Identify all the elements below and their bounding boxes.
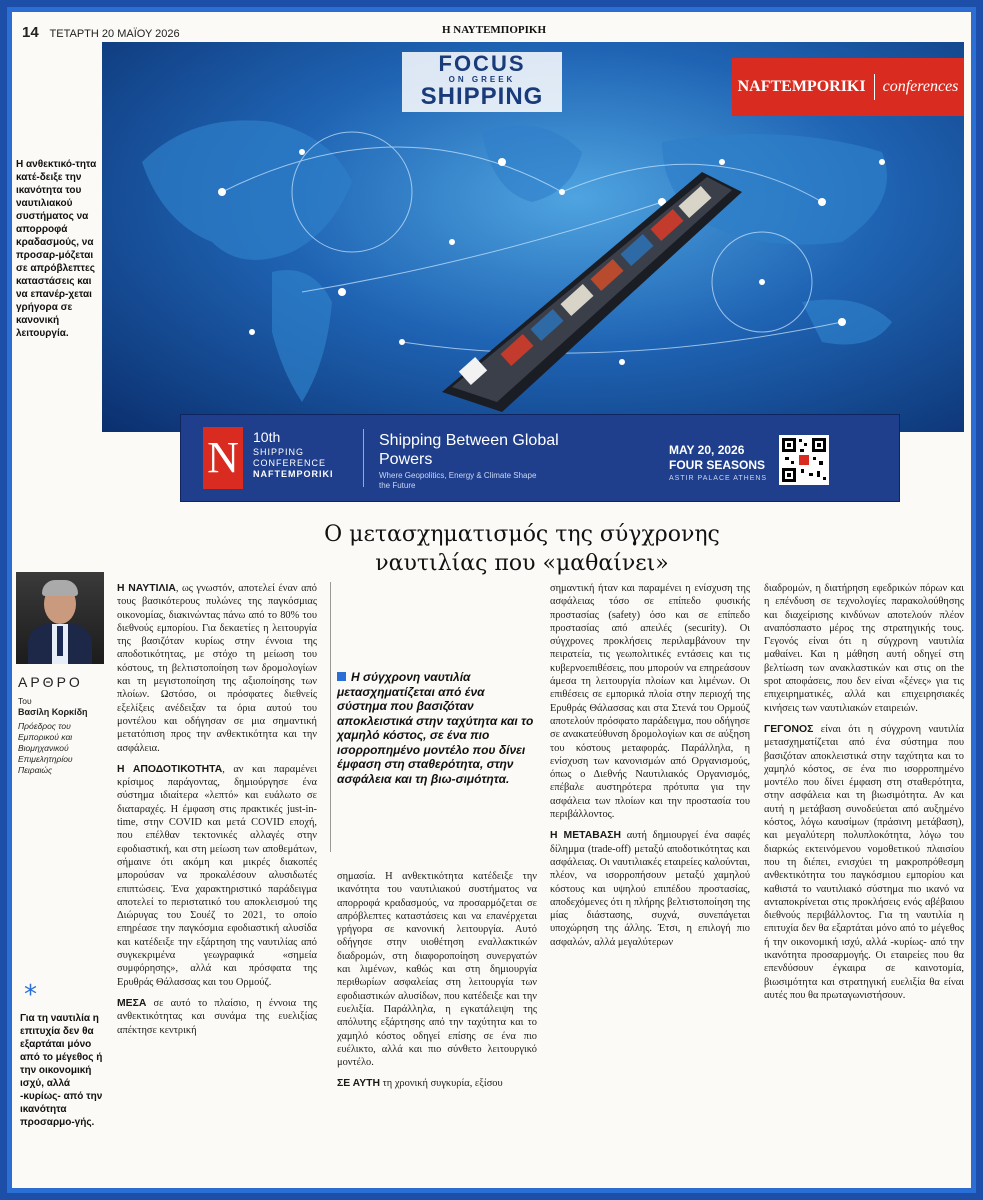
image-caption: Η ανθεκτικό-τητα κατέ-δειξε την ικανότητα του ναυτιλιακού συστήματος να απορροφά κραδασμούς, να προσαρ-μόζεται σε απρόβλεπτες καταστάσεις και να επανέρ-χεται γρήγορα σε κανονική λειτουργία. xyxy=(16,159,97,339)
paragraph xyxy=(764,723,964,1002)
qr-code-icon[interactable] xyxy=(779,435,829,485)
paragraph-text: σημαντική ήταν και παραμένει η ενίσχυση της ασφάλειας τόσο σε επίπεδο φυσικής προστασίας (safety) όσο και σε επίπεδο προστασίας από απειλές (security). Οι σύγχρονες προκλήσεις περιλαμβάνουν την πειρατεία, τις γεωπολιτικές εντάσεις και τις κυβερνοεπιθέσεις, που μπορούν να επηρεάσουν άμεσα τη λειτουργία πλοίων και λιμένων. Οι επιθέσεις σε εμπορικά πλοία στην περιοχή της Ερυθράς Θάλασσας και στα Στενά του Ορμούζ αποτελούν πρόσφατο παράδειγμα, που οδήγησε σε ανακατεύθυνση δρομολογίων και σε αύξηση του κόστους μεταφοράς. Παράλληλα, η ενίσχυση των κανονισμών από Οργανισμούς, όπως ο Διεθνής Ναυτιλιακός Οργανισμός, επέβαλε αυστηρότερα πρότυπα για την ασφάλεια των πλοίων και την προστασία του περιβάλλοντος. xyxy=(550,583,750,821)
paragraph-lead: ΓΕΓΟΝΟΣ xyxy=(764,723,814,735)
banner-ordinal: 10th xyxy=(253,429,281,445)
paragraph-text: , ως γνωστόν, αποτελεί έναν από τους βασικότερους πυλώνες της παγκόσμιας οικονομίας, διακινώντας πάνω από το 80% του διεθνούς εμπορίου. Για δεκαετίες η λειτουργία της βασιζόταν κυρίως στην έννοια της αποδοτικότητας, με στόχο τη μείωση του κόστους, τη βελτιστοποίηση των δρομολογίων και τη μεγιστοποίηση της αξιοποίησης των πλοίων. Ωστόσο, οι πρόσφατες διεθνείς εξελίξεις ανέδειξαν τα όρια αυτού του μοντέλου και οδήγησαν σε μια σημαντική μετατόπιση προς την ανθεκτικότητα και την ασφάλεια. xyxy=(117,583,317,754)
paragraph-text: σημασία. Η ανθεκτικότητα κατέδειξε την ικανότητα του ναυτιλιακού συστήματος να απορροφά κραδασμούς, να προσαρμόζεται σε απρόβλεπτες καταστάσεις και να επανέρχεται γρήγορα σε κανονική λειτουργία. Αυτό οδήγησε στην υιοθέτηση εναλλακτικών διαδρομών, στη διαφοροποίηση συνεργατών και λιμένων, καθώς και στη δημιουργία περιθωρίων ασφαλείας στη λειτουργία των εφοδιαστικών αλυσίδων, που κατέδειξε και την ευελιξία. Παράλληλα, η εγκατάλειψη της απόλυτης εξάρτησης από την ταχύτητα και το χαμηλό κόστος οδηγεί επίσης σε ένα πιο ευέλικτο, αλλά και πιο σύνθετο λειτουργικό μοντέλο. xyxy=(337,871,537,1069)
banner-tagline: Where Geopolitics, Energy & Climate Shape the Future xyxy=(379,471,537,490)
paragraph xyxy=(764,582,964,715)
banner-date-venue xyxy=(669,443,765,473)
column-rule xyxy=(330,582,331,852)
banner-sc-line1: SHIPPING xyxy=(253,447,305,457)
byline xyxy=(18,696,108,776)
section-label: ΑΡΘΡΟ xyxy=(18,674,83,690)
paragraph-lead: Η ΝΑΥΤΙΛΙΑ xyxy=(117,583,176,594)
paragraph xyxy=(117,997,317,1037)
banner-divider xyxy=(363,429,364,487)
banner-date: MAY 20, 2026 xyxy=(669,443,745,457)
newspaper-page xyxy=(12,12,971,1188)
paragraph xyxy=(550,582,750,821)
article-column-4 xyxy=(764,582,964,1010)
naftemporiki-conferences-logo xyxy=(732,58,964,116)
paragraph-lead: Η ΜΕΤΑΒΑΣΗ xyxy=(550,830,621,842)
conf-logo-word: conferences xyxy=(882,78,959,95)
author-role: Πρόεδρος του Εμπορικού και Βιομηχανικού Επιμελητηρίου Πειραιώς xyxy=(18,721,73,775)
banner-venue: FOUR SEASONS xyxy=(669,458,766,472)
paragraph-lead: ΣΕ ΑΥΤΗ xyxy=(337,1078,381,1090)
article-column-1 xyxy=(117,582,317,1045)
byline-prefix: Του xyxy=(18,696,32,706)
conf-logo-divider xyxy=(874,74,875,100)
conference-banner xyxy=(180,414,900,502)
side-quote: Για τη ναυτιλία η επιτυχία δεν θα εξαρτάται μόνο από το μέγεθος ή την οικονομική ισχύ, αλλά -κυρίως- από την ικανότητα προσαρμο-γής. xyxy=(20,1013,103,1128)
masthead: Η ΝΑΥΤΕΜΠΟΡΙΚΗ xyxy=(442,24,547,36)
naftemporiki-n-logo: N xyxy=(203,427,243,489)
page-number: 14 xyxy=(22,24,39,41)
paragraph-text: διαδρομών, η διατήρηση εφεδρικών πόρων και η επένδυση σε τεχνολογίες παρακολούθησης και διαχείρισης κινδύνων αποτελούν πλέον αναπόσπαστο μέρος της στρατηγικής τους. Γεγονός είναι ότι η σύγχρονη ναυτιλία μαθαίνει. Και η μάθηση αυτή οδηγεί στη βελτίωση των ανακλαστικών και στις on the spot αποφάσεις, που δεν είναι «ξένες» για τις επιχειρηματικές, αλλά και επιχειρησιακές κινήσεις των ναυτιλιακών εταιρειών. xyxy=(764,583,964,714)
banner-venue-sub: ASTIR PALACE ATHENS xyxy=(669,475,768,482)
banner-sc-line3: NAFTEMPORIKI xyxy=(253,469,334,479)
focus-logo-line2: ON GREEK xyxy=(448,75,516,84)
paragraph-text: είναι ότι η σύγχρονη ναυτιλία μετασχηματίζεται από ένα σύστημα που βασιζόταν αποκλειστικά στην ταχύτητα και το χαμηλό κόστος, σε ένα πιο ισορροπημένο μοντέλο που δίνει έμφαση στη σταθερότητα, στην ασφάλεια και τη βιωσιμότητα. Αν και αυτή η μετάβαση συνοδεύεται από αυξημένο κόστος, λόγω καυσίμων (πράσινη μετάβαση), και μεγαλύτερη πολυπλοκότητα, λόγω του διαρκώς εκτεινόμενου νομοθετικού πλαισίου που τη διέπει, ενισχύει τη μακροπρόθεσμη ανθεκτικότητα του παγκόσμιου εμπορίου και καθιστά το ναυτιλιακό σύστημα πιο ικανό να ανταποκρίνεται στις προκλήσεις ενός αβέβαιου διεθνούς περιβάλλοντος. Για τη ναυτιλία η επιτυχία δεν θα εξαρτάται μόνο από το μέγεθος ή την οικονομική ισχύ, αλλά -κυρίως- από την ικανότητα προσαρμογής. Οι εταιρείες που θα επενδύσουν έγκαιρα σε καινοτομία, βιωσιμότητα και στρατηγική ευελιξία θα είναι αυτές που θα πρωταγωνιστήσουν. xyxy=(764,723,964,1001)
article-column-2 xyxy=(337,870,537,1099)
paragraph-lead: Η ΑΠΟΔΟΤΙΚΟΤΗΤΑ xyxy=(117,763,223,775)
pull-quote-text: Η σύγχρονη ναυτιλία μετασχηματίζεται από ένα σύστημα που βασιζόταν αποκλειστικά στην ταχύτητα και το χαμηλό κόστος, σε ένα πιο ισορροπημένο μοντέλο που δίνει έμφαση στη σταθερότητα, στην ασφάλεια και τη βιω-σιμότητα. xyxy=(337,670,534,786)
paragraph xyxy=(337,1077,537,1090)
paragraph-text: τη χρονική συγκυρία, εξίσου xyxy=(380,1078,503,1090)
focus-logo-line1: FOCUS xyxy=(438,51,526,76)
paragraph-text: σε αυτό το πλαίσιο, η έννοια της ανθεκτικότητας και συνάμα της ευελιξίας απέκτησε κεντρική xyxy=(117,997,317,1036)
paragraph xyxy=(117,582,317,755)
paragraph-text: αυτή δημιουργεί ένα σαφές δίλημμα (trade-off) μεταξύ αποδοτικότητας και ασφάλειας. Οι ναυτιλιακές εταιρείες καλούνται, πλέον, να ισορροπήσουν μεταξύ χαμηλού κόστους και υψηλού επιπέδου προστασίας, αποδεχόμενες ότι η πλήρης βελτιστοποίηση της μίας διάστασης, συχνά, συνεπάγεται υποχώρηση της άλλης. Έτσι, η επιλογή πιο ασφαλών, αλλά μεγαλύτερων xyxy=(550,830,750,948)
pull-quote xyxy=(337,670,537,786)
article-headline: Ο μετασχηματισμός της σύγχρονης ναυτιλίας που «μαθαίνει» xyxy=(324,522,720,576)
paragraph-lead: ΜΕΣΑ xyxy=(117,997,147,1009)
paragraph xyxy=(337,870,537,1069)
running-header xyxy=(22,24,180,41)
issue-date: ΤΕΤΑΡΤΗ 20 ΜΑΪΟΥ 2026 xyxy=(49,28,180,40)
author-photo xyxy=(16,572,104,664)
focus-on-greek-shipping-logo xyxy=(402,52,562,112)
paragraph xyxy=(550,829,750,949)
focus-logo-line3: SHIPPING xyxy=(420,83,544,110)
banner-conference-name xyxy=(253,447,334,480)
banner-title: Shipping Between Global Powers xyxy=(379,432,559,468)
paragraph xyxy=(117,763,317,989)
banner-sc-line2: CONFERENCE xyxy=(253,458,327,468)
author-name: Βασίλη Κορκίδη xyxy=(18,707,88,717)
square-bullet-icon xyxy=(337,672,346,681)
asterisk-icon: * xyxy=(24,980,37,1010)
article-column-3 xyxy=(550,582,750,957)
conf-logo-brand: NAFTEMPORIKI xyxy=(737,78,866,95)
hero-image xyxy=(102,42,964,432)
paragraph-text: , αν και παραμένει κρίσιμος παράγοντας, δημιούργησε ένα σύστημα ιδιαίτερα «λεπτό» και ευάλωτο σε διαταραχές. Η έμφαση στις πρακτικές just-in-time, στην COVID και μετά COVID εποχή, που επέλθαν τεκτονικές αλλαγές στην εφοδιαστική, και στη μείωση των αποθεμάτων, σήμαινε ότι ακόμη και μικρές διακοπές μπορούσαν να προκαλέσουν αλυσιδωτές επιπτώσεις. Ένα χαρακτηριστικό παράδειγμα αποτελεί το περιστατικό του αποκλεισμού της Διώρυγας του Σουέζ το 2021, το οποίο επηρέασε την παγκόσμια εφοδιαστική αλυσίδα και κατέδειξε την εξάρτηση της ναυτιλίας από συγκεκριμένα γεωγραφικά «σημεία συμφόρησης», αλλά και πρόσφατα της Ερυθράς Θάλασσας και του Ορμούζ. xyxy=(117,763,317,988)
